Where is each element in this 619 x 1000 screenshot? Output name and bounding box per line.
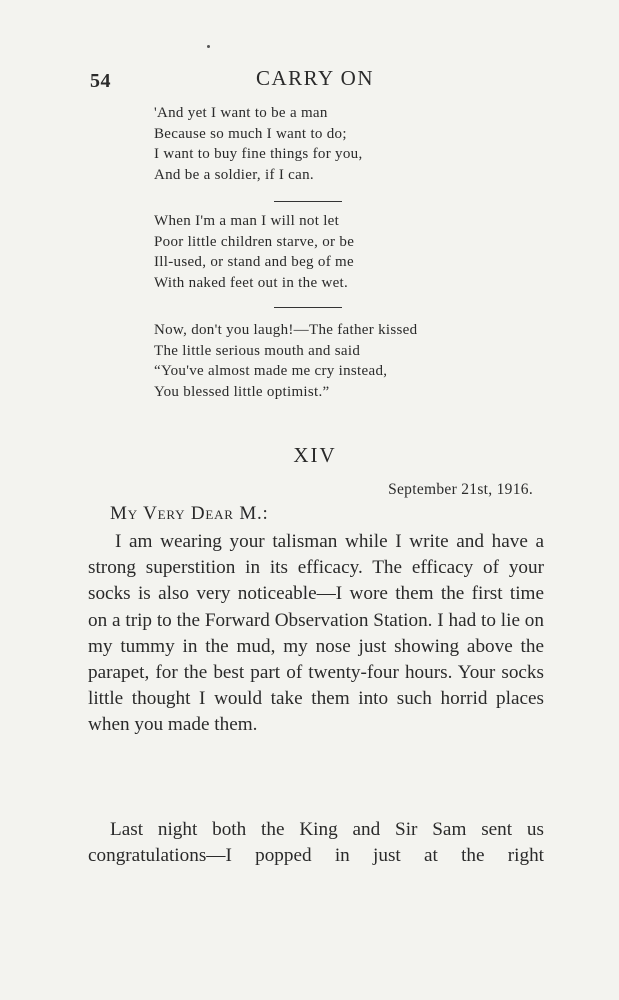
poem-line: “You've almost made me cry instead, (154, 363, 388, 380)
poem-stanza (154, 211, 354, 294)
running-head: CARRY ON (256, 66, 374, 90)
letter-paragraph: I am wearing your talisman while I write and have a strong superstition in its efficacy. The efficacy of your socks is also very noticeable—I wore them the first time on a trip to the Forward Observation Station. I had to lie on my tummy in the mud, my nose just showing above the parapet, for the best part of twenty-four hours. Your socks little thought I would take them into such horrid places when you made them. (88, 531, 544, 736)
poem-line: I want to buy fine things for you, (154, 146, 363, 163)
poem-line: Now, don't you laugh!—The father kissed (154, 322, 418, 338)
poem-line: The little serious mouth and said (154, 342, 361, 359)
letter-paragraph: Last night both the King and Sir Sam sent us congratulations—I popped in just at the right (88, 819, 544, 867)
ink-speck (207, 45, 210, 48)
letter-salutation: My Very Dear M.: (110, 503, 269, 524)
stanza-divider (274, 201, 342, 202)
stanza-divider (274, 307, 342, 308)
poem-line: Poor little children starve, or be (154, 233, 355, 250)
poem-stanza (154, 320, 417, 403)
poem-stanza (154, 103, 363, 186)
chapter-heading: XIV (293, 443, 337, 467)
letter-date: September 21st, 1916. (388, 481, 533, 498)
poem-line: When I'm a man I will not let (154, 213, 340, 229)
poem-line: Because so much I want to do; (154, 125, 347, 142)
page-number: 54 (90, 70, 111, 92)
poem-line: And be a soldier, if I can. (154, 167, 314, 184)
poem-line: With naked feet out in the wet. (154, 275, 349, 292)
poem-line: 'And yet I want to be a man (154, 105, 328, 121)
poem-line: Ill-used, or stand and beg of me (154, 254, 354, 271)
poem-line: You blessed little optimist.” (154, 384, 330, 401)
